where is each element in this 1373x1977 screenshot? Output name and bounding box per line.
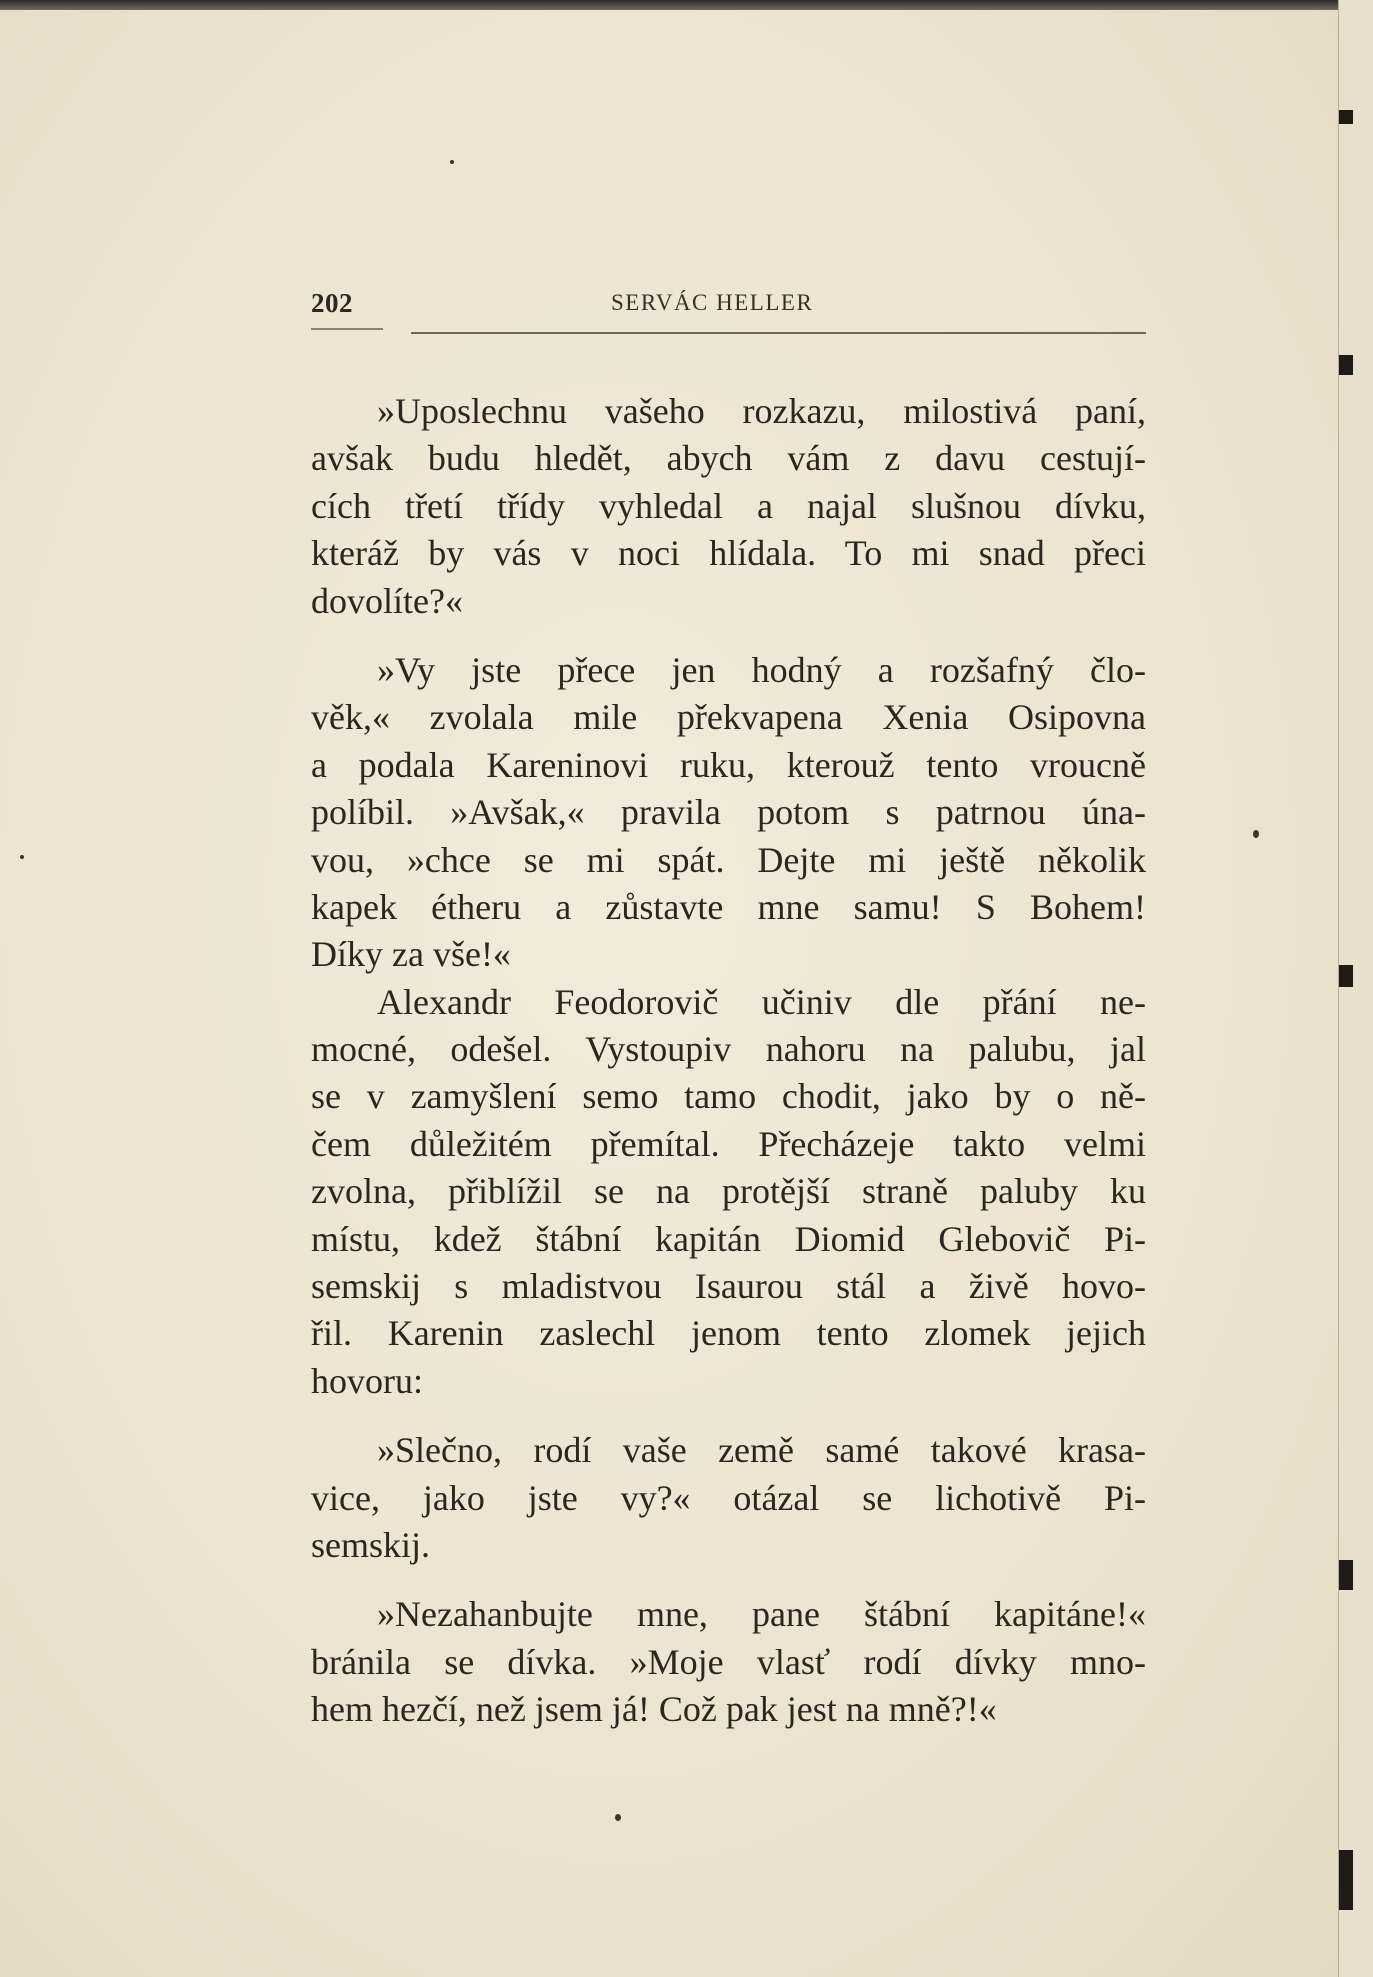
paragraph	[311, 388, 1146, 625]
paragraph	[311, 1427, 1146, 1569]
paper-speck	[1253, 830, 1259, 838]
text-line: dovolíte?«	[311, 580, 463, 621]
text-line: semskij s mladistvou Isaurou stál a živě hovo-	[311, 1266, 1146, 1307]
body-text	[311, 388, 1146, 1734]
text-line: Alexandr Feodorovič učiniv dle přání ne-	[377, 981, 1146, 1022]
text-line: hovoru:	[311, 1360, 423, 1401]
text-line: zvolna, přiblížil se na protější straně paluby ku	[311, 1171, 1146, 1212]
text-line: věk,« zvolala mile překvapena Xenia Osipovna	[311, 697, 1146, 738]
paper-speck	[615, 1814, 621, 1821]
text-line: místu, kdež štábní kapitán Diomid Glebovič Pi-	[311, 1218, 1146, 1259]
text-line: »Nezahanbujte mne, pane štábní kapitáne!«	[377, 1594, 1146, 1635]
text-line: avšak budu hledět, abych vám z davu cestují-	[311, 438, 1146, 479]
page-binding-edge	[1338, 0, 1373, 1977]
text-line: bránila se dívka. »Moje vlasť rodí dívky mno-	[311, 1641, 1146, 1682]
paper-speck	[450, 160, 454, 164]
text-line: a podala Kareninovi ruku, kterouž tento vroucně	[311, 744, 1146, 785]
running-title: SERVÁC HELLER	[611, 290, 814, 315]
paragraph	[311, 979, 1146, 1406]
text-line: políbil. »Avšak,« pravila potom s patrnou úna-	[311, 792, 1146, 833]
text-line: semskij.	[311, 1524, 431, 1565]
scan-top-border	[0, 0, 1373, 10]
page-number: 202	[311, 288, 353, 318]
text-line: »Vy jste přece jen hodný a rozšafný člo-	[377, 649, 1146, 690]
text-line: kapek étheru a zůstavte mne samu! S Bohem!	[311, 886, 1146, 927]
text-line: hem hezčí, než jsem já! Což pak jest na mně?!«	[311, 1689, 997, 1730]
header-rule	[411, 332, 1146, 334]
text-line: Díky za vše!«	[311, 934, 511, 975]
text-line: řil. Karenin zaslechl jenom tento zlomek jejich	[311, 1313, 1146, 1354]
header-rule-short	[311, 328, 383, 330]
text-line: »Slečno, rodí vaše země samé takové krasa-	[377, 1430, 1146, 1471]
text-line: se v zamyšlení semo tamo chodit, jako by o ně-	[311, 1076, 1146, 1117]
text-line: čem důležitém přemítal. Přecházeje takto velmi	[311, 1123, 1146, 1164]
paragraph	[311, 647, 1146, 979]
text-line: cích třetí třídy vyhledal a najal slušnou dívku,	[311, 485, 1146, 526]
page-header	[311, 286, 1146, 336]
text-line: »Uposlechnu vašeho rozkazu, milostivá paní,	[377, 391, 1146, 431]
text-line: mocné, odešel. Vystoupiv nahoru na palubu, jal	[311, 1029, 1146, 1070]
paragraph	[311, 1591, 1146, 1733]
text-line: kteráž by vás v noci hlídala. To mi snad přeci	[311, 533, 1146, 574]
text-line: vice, jako jste vy?« otázal se lichotivě Pi-	[311, 1477, 1146, 1518]
text-line: vou, »chce se mi spát. Dejte mi ještě několik	[311, 839, 1146, 880]
paper-speck	[20, 855, 24, 859]
